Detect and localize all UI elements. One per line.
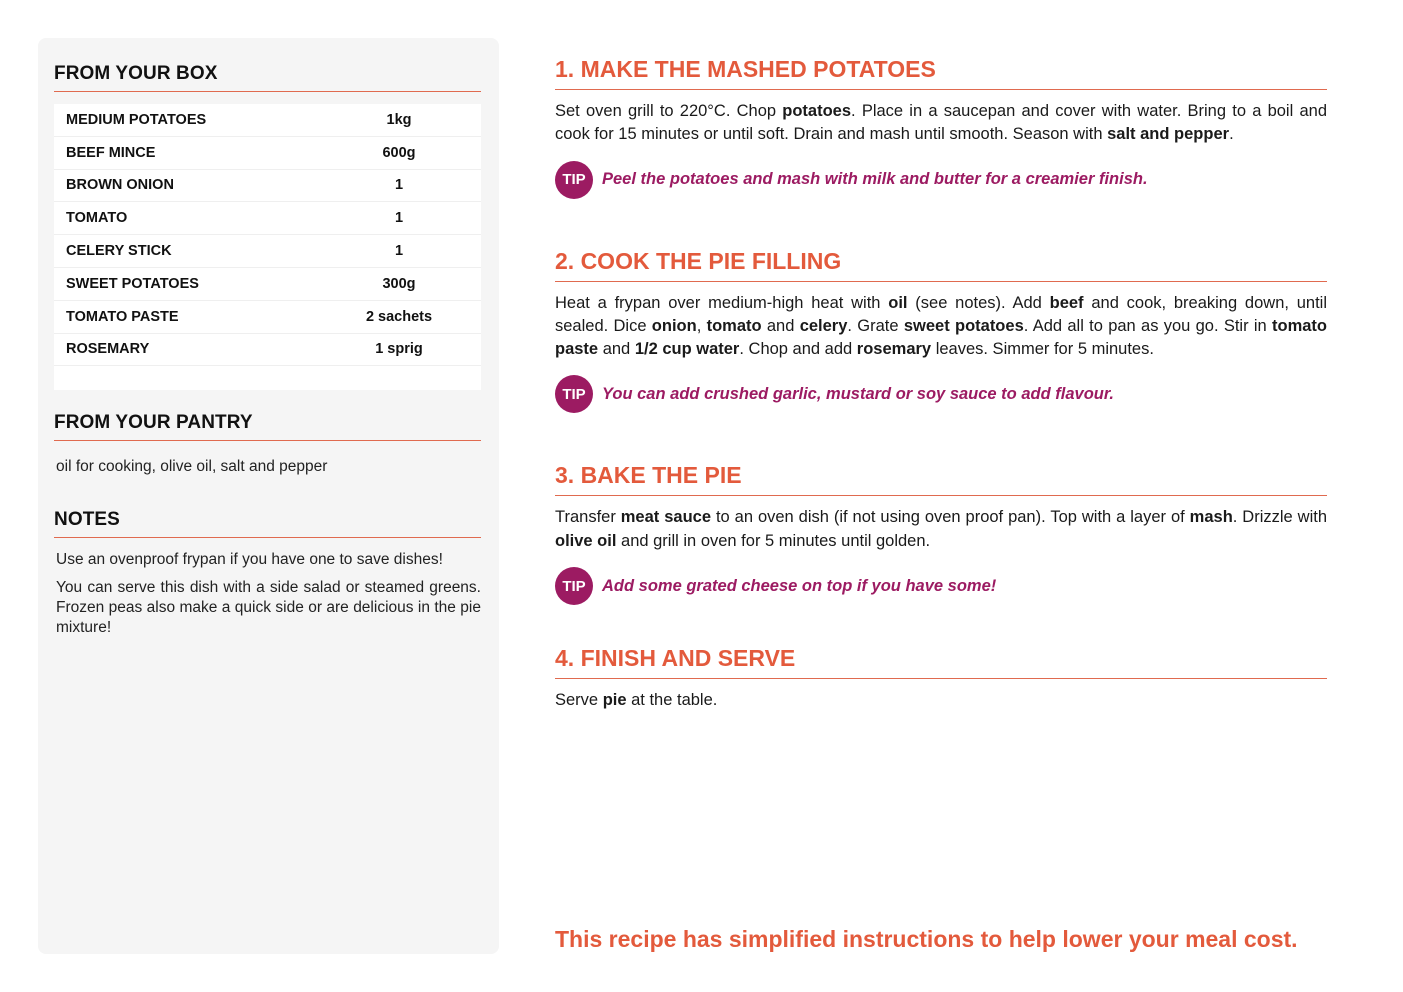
note-item: You can serve this dish with a side salad or steamed greens. Frozen peas also make a quick side or are delicious in the pie mixture! <box>56 579 481 636</box>
instruction-text: . Chop and add <box>739 340 857 359</box>
instruction-text: and <box>761 316 800 335</box>
ingredient-name: TOMATO PASTE <box>66 308 179 325</box>
step-title: 2. COOK THE PIE FILLING <box>555 248 1327 282</box>
ingredient-highlight: salt and pepper <box>1107 125 1230 144</box>
tip-text: You can add crushed garlic, mustard or soy sauce to add flavour. <box>602 384 1114 403</box>
ingredient-quantity: 1 <box>394 210 404 227</box>
instruction-text: . Add all to pan as you go. Stir in <box>1023 316 1273 335</box>
ingredient-highlight: mash <box>1189 508 1233 527</box>
instruction-text: Set oven grill to 220°C. Chop <box>555 102 783 120</box>
from-your-box-heading: FROM YOUR BOX <box>54 63 481 92</box>
notes-list <box>56 550 481 646</box>
step-instructions <box>555 100 1327 147</box>
ingredient-quantity: 2 sachets <box>365 308 433 325</box>
ingredient-name: BROWN ONION <box>66 177 174 194</box>
tip-text: Add some grated cheese on top if you have some! <box>602 576 997 595</box>
ingredient-name: MEDIUM POTATOES <box>66 111 207 128</box>
from-your-pantry-heading: FROM YOUR PANTRY <box>54 412 481 441</box>
ingredient-quantity: 1 <box>394 177 404 194</box>
ingredient-highlight: potatoes <box>782 102 852 120</box>
ingredient-row <box>54 268 481 301</box>
ingredient-highlight: oil <box>888 293 908 312</box>
ingredient-row <box>54 235 481 268</box>
instruction-text: Serve <box>555 691 603 710</box>
instruction-text: . <box>1229 125 1234 144</box>
notes-heading: NOTES <box>54 509 481 538</box>
step-title: 1. MAKE THE MASHED POTATOES <box>555 56 1327 90</box>
ingredient-highlight: onion <box>651 316 697 335</box>
ingredient-row <box>54 170 481 203</box>
method-steps <box>555 56 1327 712</box>
ingredient-highlight: meat sauce <box>620 508 712 527</box>
ingredient-highlight: 1/2 cup water <box>634 340 740 359</box>
ingredient-name: ROSEMARY <box>66 341 150 358</box>
ingredient-highlight: celery <box>799 316 848 335</box>
ingredient-row <box>54 104 481 137</box>
ingredient-highlight: tomato <box>706 316 762 335</box>
instruction-text: . Drizzle with <box>1232 508 1328 527</box>
step-instructions <box>555 689 1327 712</box>
note-item: Use an ovenproof frypan if you have one to save dishes! <box>56 551 443 568</box>
step-4 <box>555 645 1327 712</box>
tip <box>555 567 1327 605</box>
ingredient-row <box>54 334 481 367</box>
ingredient-name: CELERY STICK <box>66 243 172 260</box>
ingredient-quantity: 1 <box>394 243 404 260</box>
ingredient-highlight: sweet potatoes <box>903 316 1024 335</box>
ingredient-highlight: rosemary <box>856 340 932 359</box>
instruction-text: . Place in a saucepan and cover with water. Bring to a boil and cook for 15 minutes or until soft. Drain and mash until smooth. Season with <box>555 102 1327 144</box>
ingredient-highlight: pie <box>602 691 627 710</box>
ingredient-row <box>54 301 481 334</box>
instruction-text: , <box>696 316 707 335</box>
pantry-items: oil for cooking, olive oil, salt and pepper <box>56 458 328 475</box>
instruction-text: to an oven dish (if not using oven proof pan). Top with a layer of <box>711 508 1190 527</box>
instruction-text: and cook, breaking down, until sealed. Dice <box>555 293 1328 335</box>
ingredient-row <box>54 137 481 170</box>
ingredients-table <box>54 104 481 390</box>
instruction-text: leaves. Simmer for 5 minutes. <box>931 340 1154 359</box>
ingredient-name: BEEF MINCE <box>66 144 156 161</box>
instruction-text: Heat a frypan over medium-high heat with <box>555 293 889 312</box>
ingredient-highlight: tomato paste <box>555 316 1328 359</box>
ingredient-quantity: 600g <box>382 144 416 161</box>
tip-badge-icon: TIP <box>555 375 593 413</box>
instruction-text: . Grate <box>847 316 904 335</box>
step-3 <box>555 462 1327 605</box>
ingredient-name: SWEET POTATOES <box>66 275 199 292</box>
ingredient-quantity: 1 sprig <box>375 341 423 358</box>
tip-badge-icon: TIP <box>555 567 593 605</box>
instruction-text: and <box>598 340 635 359</box>
instruction-text: and grill in oven for 5 minutes until golden. <box>616 531 931 550</box>
instruction-text: Transfer <box>555 508 621 527</box>
step-instructions <box>555 292 1327 362</box>
step-title: 3. BAKE THE PIE <box>555 462 1327 496</box>
tip-badge-icon: TIP <box>555 161 593 199</box>
step-title: 4. FINISH AND SERVE <box>555 645 1327 679</box>
ingredient-name: TOMATO <box>66 210 128 227</box>
ingredients-sidebar <box>38 38 499 954</box>
ingredient-highlight: olive oil <box>555 531 617 550</box>
step-1 <box>555 56 1327 199</box>
tip-text: Peel the potatoes and mash with milk and butter for a creamier finish. <box>602 170 1148 189</box>
ingredient-row <box>54 202 481 235</box>
tip <box>555 375 1327 413</box>
step-2 <box>555 248 1327 414</box>
step-instructions <box>555 506 1327 553</box>
instruction-text: at the table. <box>626 691 718 710</box>
ingredient-highlight: beef <box>1049 293 1084 312</box>
footer-note: This recipe has simplified instructions to help lower your meal cost. <box>555 926 1298 952</box>
ingredient-quantity: 300g <box>382 275 416 292</box>
instruction-text: (see notes). Add <box>907 293 1050 312</box>
tip <box>555 161 1327 199</box>
ingredient-quantity: 1kg <box>386 111 412 128</box>
